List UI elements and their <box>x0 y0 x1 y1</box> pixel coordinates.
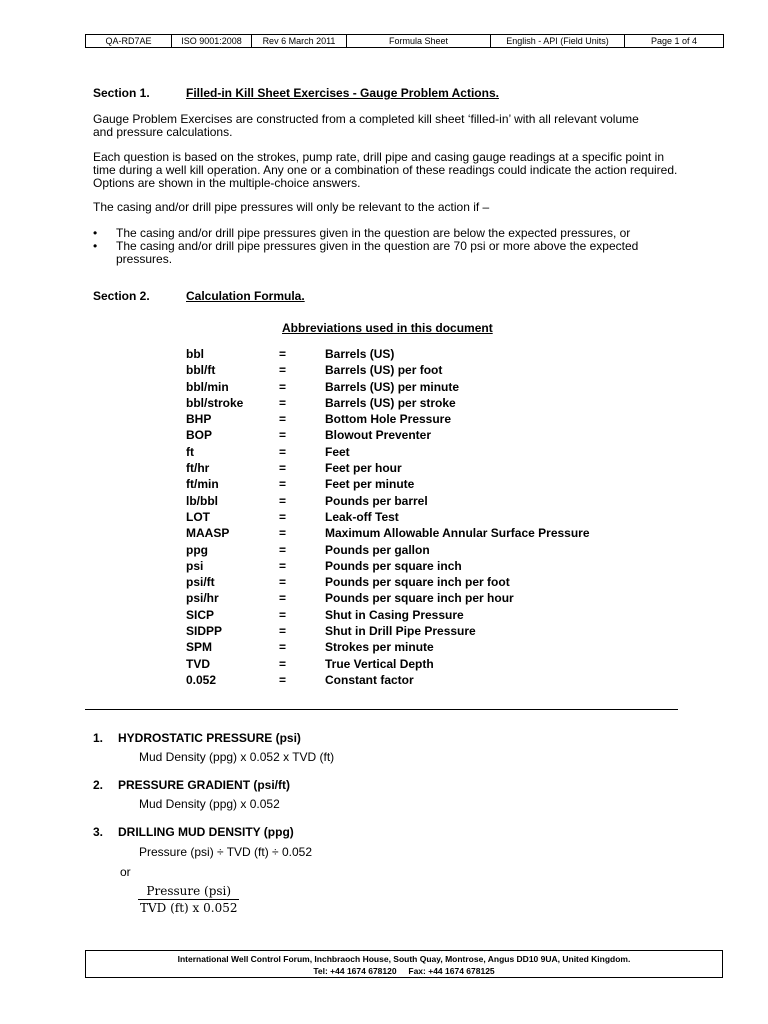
abbreviation-abbr: ppg <box>186 542 208 557</box>
abbreviation-abbr: bbl/ft <box>186 363 216 378</box>
abbreviation-abbr: bbl/stroke <box>186 395 244 410</box>
abbreviation-abbr: SIDPP <box>186 624 223 639</box>
footer-contact: Tel: +44 1674 678120 Fax: +44 1674 678125 <box>313 966 495 976</box>
abbreviation-eq: = <box>279 526 287 541</box>
abbreviation-meaning: Pounds per square inch <box>325 558 462 573</box>
abbreviation-row <box>186 657 625 673</box>
abbreviation-meaning: Barrels (US) per foot <box>325 363 443 378</box>
abbreviation-abbr: psi <box>186 558 204 573</box>
abbreviation-eq: = <box>279 347 287 361</box>
abbreviation-meaning: Feet <box>325 444 350 459</box>
formula-1-title: HYDROSTATIC PRESSURE (psi) <box>118 731 301 745</box>
abbreviation-meaning: Strokes per minute <box>325 640 434 655</box>
abbreviation-row <box>186 673 625 689</box>
footer-address: International Well Control Forum, Inchbraoch House, South Quay, Montrose, Angus DD10 9UA, United Kingdom. <box>177 954 631 964</box>
abbreviation-abbr: SPM <box>186 640 213 655</box>
abbreviation-abbr: ft/min <box>186 477 219 492</box>
abbreviation-eq: = <box>279 363 287 378</box>
abbreviation-abbr: bbl/min <box>186 379 229 394</box>
bullet-item-2: The casing and/or drill pipe pressures given in the question are 70 psi or more above the expected pressures. <box>116 239 639 266</box>
abbreviation-meaning: Shut in Drill Pipe Pressure <box>325 624 476 639</box>
abbreviation-abbr: SICP <box>186 607 215 622</box>
abbreviation-meaning: Feet per minute <box>325 477 415 492</box>
abbreviation-meaning: Feet per hour <box>325 461 402 476</box>
abbreviation-eq: = <box>279 672 287 687</box>
abbreviation-eq: = <box>279 428 287 443</box>
abbreviation-row <box>186 510 625 526</box>
section1-paragraph-2: Each question is based on the strokes, pump rate, drill pipe and casing gauge readings at a specific point in time during a well kill operation. Any one or a combination of these readings could indicate the action required. Options are shown in the multiple-choice answers. <box>93 150 678 190</box>
divider <box>85 709 678 710</box>
fraction-numerator: Pressure (psi) <box>146 884 232 898</box>
abbreviation-row <box>186 526 625 542</box>
abbreviation-meaning: Pounds per square inch per hour <box>325 591 514 606</box>
abbreviation-meaning: Shut in Casing Pressure <box>325 607 464 622</box>
abbreviation-eq: = <box>279 509 287 524</box>
abbreviation-eq: = <box>279 542 287 557</box>
section1-title: Filled-in Kill Sheet Exercises - Gauge Problem Actions. <box>186 86 499 100</box>
abbreviation-eq: = <box>279 640 287 655</box>
abbreviation-row <box>186 575 625 591</box>
abbreviation-meaning: True Vertical Depth <box>325 656 434 671</box>
formula-3-title: DRILLING MUD DENSITY (ppg) <box>118 825 294 839</box>
iso-standard: ISO 9001:2008 <box>172 35 252 48</box>
formula-2-expression: Mud Density (ppg) x 0.052 <box>139 797 280 811</box>
section2-title: Calculation Formula. <box>186 289 305 303</box>
abbreviations-heading: Abbreviations used in this document <box>282 321 493 335</box>
abbreviation-abbr: bbl <box>186 347 204 361</box>
formula-3-expression: Pressure (psi) ÷ TVD (ft) ÷ 0.052 <box>139 845 312 859</box>
abbreviation-eq: = <box>279 461 287 476</box>
abbreviation-eq: = <box>279 624 287 639</box>
abbreviation-meaning: Constant factor <box>325 672 414 687</box>
formula-3-or: or <box>120 865 131 879</box>
abbreviation-abbr: MAASP <box>186 526 230 541</box>
abbreviation-row <box>186 363 625 379</box>
abbreviation-meaning: Barrels (US) <box>325 347 395 361</box>
abbreviation-row <box>186 380 625 396</box>
abbreviation-row <box>186 591 625 607</box>
doc-type: Formula Sheet <box>347 35 491 48</box>
abbreviation-row <box>186 445 625 461</box>
abbreviation-eq: = <box>279 656 287 671</box>
abbreviation-abbr: ft/hr <box>186 461 210 476</box>
abbreviation-row <box>186 412 625 428</box>
abbreviation-row <box>186 396 625 412</box>
abbreviation-abbr: BOP <box>186 428 213 443</box>
formula-3-fraction <box>138 884 239 915</box>
bullet-icon: • <box>93 239 98 253</box>
abbreviation-eq: = <box>279 477 287 492</box>
abbreviation-abbr: BHP <box>186 412 212 427</box>
abbreviation-meaning: Barrels (US) per stroke <box>325 395 456 410</box>
abbreviation-meaning: Pounds per square inch per foot <box>325 575 510 590</box>
abbreviation-abbr: LOT <box>186 509 210 524</box>
formula-2-number: 2. <box>93 778 104 792</box>
abbreviation-eq: = <box>279 412 287 427</box>
section1-paragraph-1: Gauge Problem Exercises are constructed from a completed kill sheet ‘filled-in’ with all relevant volume and pressure calculations. <box>93 112 639 139</box>
bullet-icon: • <box>93 226 98 240</box>
formula-1-number: 1. <box>93 731 104 745</box>
abbreviation-abbr: 0.052 <box>186 672 217 687</box>
abbreviation-row <box>186 608 625 624</box>
abbreviation-eq: = <box>279 379 287 394</box>
document-header <box>85 34 724 48</box>
abbreviation-row <box>186 428 625 444</box>
formula-3-number: 3. <box>93 825 104 839</box>
abbreviation-row <box>186 559 625 575</box>
section2-number: Section 2. <box>93 289 150 303</box>
abbreviation-abbr: ft <box>186 444 194 459</box>
page-number: Page 1 of 4 <box>625 35 724 48</box>
section1-number: Section 1. <box>93 86 150 100</box>
abbreviation-meaning: Bottom Hole Pressure <box>325 412 452 427</box>
abbreviation-eq: = <box>279 558 287 573</box>
abbreviation-row <box>186 477 625 493</box>
abbreviation-meaning: Pounds per barrel <box>325 493 428 508</box>
formula-2-title: PRESSURE GRADIENT (psi/ft) <box>118 778 291 792</box>
abbreviation-abbr: TVD <box>186 656 210 671</box>
abbreviation-row <box>186 461 625 477</box>
abbreviation-row <box>186 624 625 640</box>
abbreviation-row <box>186 347 625 363</box>
bullet-item-1: The casing and/or drill pipe pressures given in the question are below the expected pressures, or <box>116 226 631 240</box>
abbreviation-row <box>186 494 625 510</box>
abbreviation-row <box>186 543 625 559</box>
section1-paragraph-3: The casing and/or drill pipe pressures will only be relevant to the action if – <box>93 200 490 214</box>
abbreviation-eq: = <box>279 444 287 459</box>
abbreviation-eq: = <box>279 575 287 590</box>
formula-1-expression: Mud Density (ppg) x 0.052 x TVD (ft) <box>139 750 335 764</box>
abbreviation-abbr: psi/ft <box>186 575 215 590</box>
document-footer <box>85 950 723 978</box>
abbreviation-eq: = <box>279 493 287 508</box>
abbreviation-meaning: Pounds per gallon <box>325 542 430 557</box>
abbreviation-eq: = <box>279 591 287 606</box>
doc-code: QA-RD7AE <box>86 35 172 48</box>
abbreviations-table <box>186 347 625 689</box>
abbreviation-eq: = <box>279 607 287 622</box>
abbreviation-meaning: Maximum Allowable Annular Surface Pressure <box>325 526 590 541</box>
revision-date: Rev 6 March 2011 <box>252 35 347 48</box>
abbreviation-meaning: Leak-off Test <box>325 509 399 524</box>
abbreviation-row <box>186 640 625 656</box>
abbreviation-abbr: psi/hr <box>186 591 219 606</box>
abbreviation-abbr: lb/bbl <box>186 493 218 508</box>
language-units: English - API (Field Units) <box>491 35 625 48</box>
abbreviation-eq: = <box>279 395 287 410</box>
fraction-denominator: TVD (ft) x 0.052 <box>140 901 238 915</box>
abbreviation-meaning: Barrels (US) per minute <box>325 379 460 394</box>
abbreviation-meaning: Blowout Preventer <box>325 428 432 443</box>
